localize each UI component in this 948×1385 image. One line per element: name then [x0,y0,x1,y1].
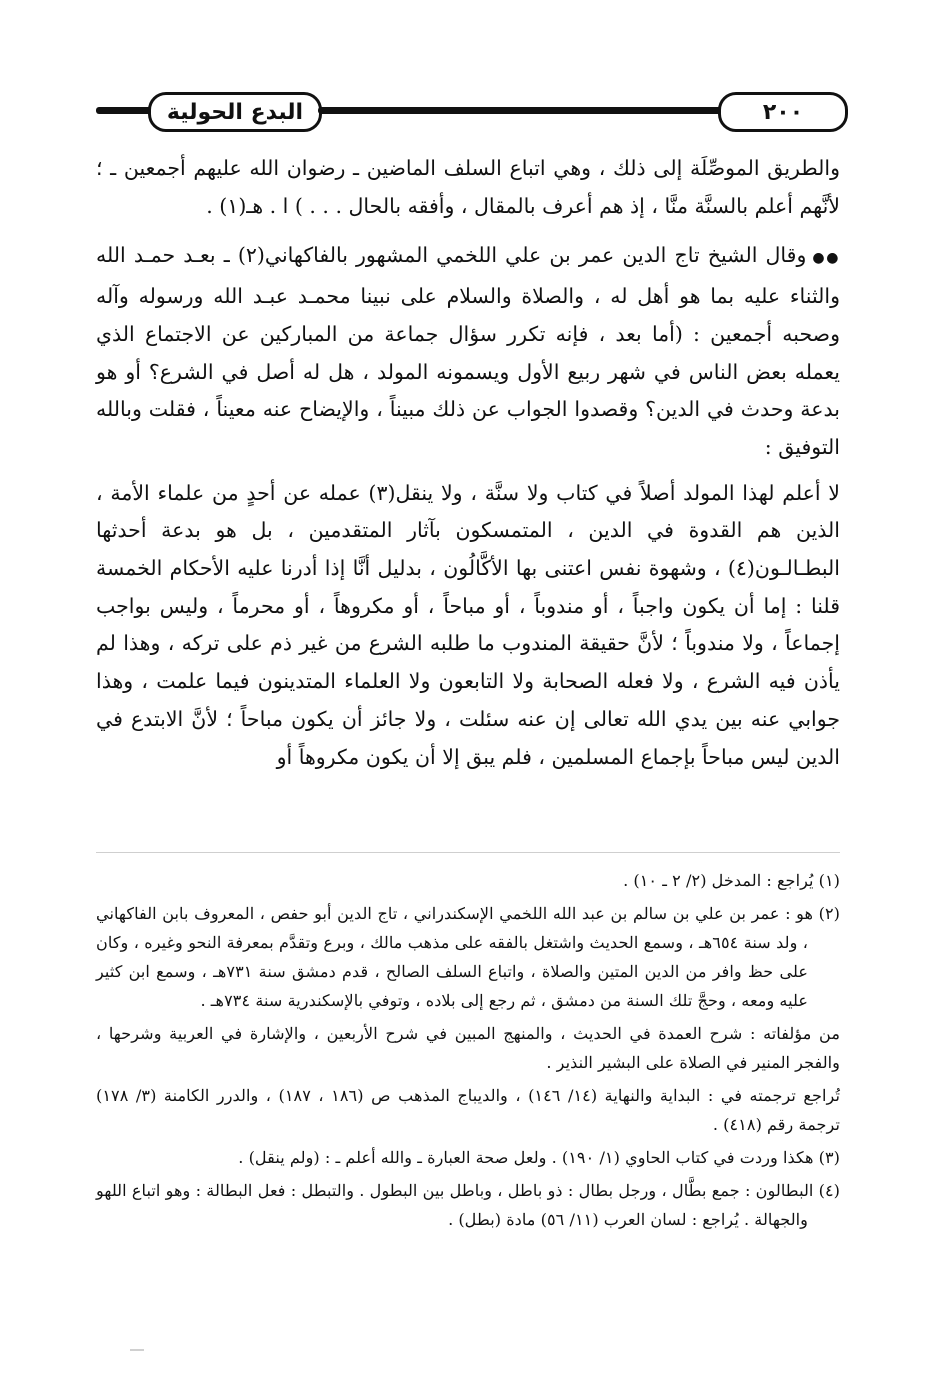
running-title: البدع الحولية [148,92,322,132]
running-header [96,88,844,132]
footnote-2-references: تُراجع ترجمته في : البداية والنهاية (١٤/ ١٤٦) ، والديباج المذهب ص (١٨٦ ، ١٨٧) ، والدرر الكامنة (٣/ ١٧٨) ترجمة رقم (٤١٨) . [96,1086,840,1134]
page-number: ٢٠٠ [718,92,848,132]
bullet-marker: ●● [812,250,841,267]
header-rule-middle [318,107,782,114]
footnote-3: (٣) هكذا وردت في كتاب الحاوي (١/ ١٩٠) . ولعل صحة العبارة ـ والله أعلم ـ : (ولم ينقل) . [238,1148,840,1167]
footnote-2-works: من مؤلفاته : شرح العمدة في الحديث ، والمنهج المبين في شرح الأربعين ، والإشارة في العربية وشرحها ، والفجر المنير في الصلاة على البشير النذير . [96,1024,840,1072]
scan-mark [130,1349,144,1351]
main-text [96,150,840,784]
footnote-separator [96,852,840,853]
header-rule-left [96,107,156,114]
footnote-1: (١) يُراجع : المدخل (٢/ ٢ ـ ١٠) . [623,871,840,890]
paragraph-2-text: وقال الشيخ تاج الدين عمر بن علي اللخمي المشهور بالفاكهاني(٢) ـ بعـد حمـد الله والثناء عليه بما هو أهل له ، والصلاة والسلام على نبينا محمـد عبـد الله ورسوله وآله وصحبه أجمعين : (أما بعد ، فإنه تكرر سؤال جماعة من المباركين عن الاجتماع الذي يعمله بعض الناس في شهر ربيع الأول ويسمونه المولد ، هل له أصل في الشرع؟ أو هو بدعة وحدث في الدين؟ وقصدوا الجواب عن ذلك مبيناً ، والإيضاح عنه معيناً ، فقلت وبالله التوفيق : [96,243,840,459]
paragraph-2 [96,237,840,466]
footnotes [96,866,840,1238]
paragraph-3: لا أعلم لهذا المولد أصلاً في كتاب ولا سنَّة ، ولا ينقل(٣) عمله عن أحدٍ من علماء الأمة ، الذين هم القدوة في الدين ، المتمسكون بآثار المتقدمين ، بل هو بدعة أحدثها البطـالـون(٤) ، وشهوة نفس اعتنى بها الأكَّالُون ، بدليل أنَّا إذا أدرنا عليه الأحكام الخمسة قلنا : إما أن يكون واجباً ، أو مندوباً ، أو مباحاً ، أو مكروهاً ، أو محرماً ، وليس بواجب إجماعاً ، ولا مندوباً ؛ لأنَّ حقيقة المندوب ما طلبه الشرع من غير ذم على تركه ، وهذا لم يأذن فيه الشرع ، ولا فعله الصحابة ولا التابعون ولا العلماء المتدينون فيما علمت ، وهذا جوابي عنه بين يدي الله تعالى إن عنه سئلت ، ولا جائز أن يكون مباحاً ؛ لأنَّ الابتدع في الدين ليس مباحاً بإجماع المسلمين ، فلم يبق إلا أن يكون مكروهاً أو [96,480,840,769]
footnote-2: (٢) هو : عمر بن علي بن سالم بن عبد الله اللخمي الإسكندراني ، تاج الدين أبو حفص ، المعروف بابن الفاكهاني ، ولد سنة ٦٥٤هـ ، وسمع الحديث واشتغل بالفقه على مذهب مالك ، وبرع وتقدَّم بمعرفة النحو وغيره ، وكان على حظ وافر من الدين المتين والصلاة ، واتباع السلف الصالح ، قدم دمشق سنة ٧٣١هـ ، وسمع ابن كثير عليه ومعه ، وحجَّ تلك السنة من دمشق ، ثم رجع إلى بلاده ، وتوفي بالإسكندرية سنة ٧٣٤هـ . [96,904,840,1010]
paragraph-1: والطريق الموصِّلَة إلى ذلك ، وهي اتباع السلف الماضين ـ رضوان الله عليهم أجمعين ـ ؛ لأنَّهم أعلم بالسنَّة منَّا ، إذ هم أعرف بالمقال ، وأفقه بالحال . . . ) ا . هـ(١) . [96,156,840,218]
footnote-4: (٤) البطالون : جمع بطَّال ، ورجل بطال : ذو باطل ، وباطل بين البطول . والتبطل : فعل البطالة : وهو اتباع اللهو والجهالة . يُراجع : لسان العرب (١١/ ٥٦) مادة (بطل) . [96,1181,840,1229]
